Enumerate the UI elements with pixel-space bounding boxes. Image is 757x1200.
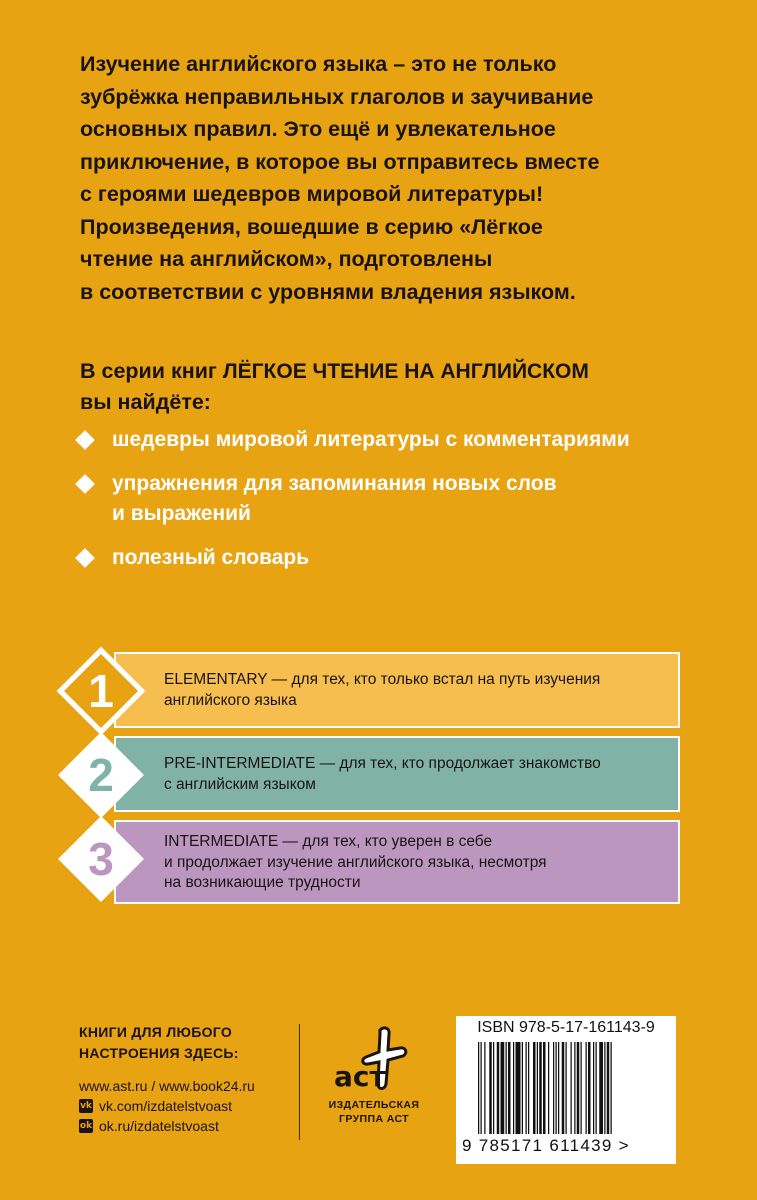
- series-heading: [80, 356, 720, 418]
- series-suffix: вы найдёте:: [80, 390, 211, 414]
- ok-link-text: ok.ru/izdatelstvoast: [99, 1118, 219, 1134]
- level-badge: [56, 814, 146, 904]
- intro-line: основных правил. Это ещё и увлекательное: [80, 117, 556, 141]
- diamond-number-icon: [56, 646, 146, 736]
- level-number: 1: [88, 665, 114, 717]
- level-badge: [56, 646, 146, 736]
- list-item: [76, 469, 726, 529]
- level-line: — для тех, кто только встал на путь изучения: [267, 671, 601, 688]
- publisher-caption-line: ГРУППА АСТ: [339, 1113, 409, 1125]
- list-item-line: упражнения для запоминания новых слов: [112, 472, 557, 495]
- logo-text: аст: [334, 1060, 386, 1093]
- vk-icon: vk: [80, 1101, 92, 1111]
- barcode-bars-icon: [478, 1042, 656, 1138]
- barcode-digits: 9 785171 611439 >: [462, 1136, 630, 1155]
- list-item: [76, 543, 726, 573]
- level-description: [164, 832, 660, 894]
- series-prefix: В серии книг: [80, 359, 223, 383]
- levels-list: [62, 652, 682, 904]
- level-number: 2: [88, 749, 114, 801]
- ok-link[interactable]: [79, 1116, 294, 1136]
- diamond-bullet-icon: [75, 430, 95, 450]
- level-line: — для тех, кто продолжает знакомство: [315, 755, 601, 772]
- vk-link[interactable]: [79, 1096, 294, 1116]
- divider: [299, 1024, 300, 1140]
- intro-line: чтение на английском», подготовлены: [80, 247, 493, 271]
- level-line: английского языка: [164, 691, 297, 709]
- intro-paragraph: [80, 48, 720, 308]
- diamond-number-icon: [56, 730, 146, 820]
- features-list: [76, 425, 726, 573]
- list-item-line: полезный словарь: [112, 546, 310, 569]
- level-number: 3: [88, 833, 114, 885]
- level-badge: [56, 730, 146, 820]
- list-item-line: шедевры мировой литературы с комментариями: [112, 428, 630, 451]
- level-line: — для тех, кто уверен в себе: [278, 833, 493, 850]
- list-item-line: и выражений: [112, 502, 251, 525]
- level-line: на возникающие трудности: [164, 874, 361, 891]
- sites-link[interactable]: www.ast.ru / www.book24.ru: [79, 1078, 255, 1094]
- vk-link-text: vk.com/izdatelstvoast: [99, 1098, 233, 1114]
- publisher-logo: [324, 1024, 424, 1126]
- level-name: INTERMEDIATE: [164, 833, 279, 850]
- diamond-bullet-icon: [75, 474, 95, 494]
- diamond-bullet-icon: [75, 548, 95, 568]
- level-name: PRE-INTERMEDIATE: [164, 755, 316, 772]
- level-name: ELEMENTARY: [164, 671, 268, 688]
- footer-title: КНИГИ ДЛЯ ЛЮБОГО: [79, 1024, 233, 1040]
- level-description: [164, 754, 660, 795]
- intro-line: с героями шедевров мировой литературы!: [80, 182, 544, 206]
- level-line: с английским языком: [164, 775, 316, 793]
- level-description: [164, 670, 660, 711]
- isbn-label: ISBN 978-5-17-161143-9: [477, 1019, 655, 1036]
- footer-links: [79, 1022, 294, 1136]
- intro-line: Изучение английского языка – это не только: [80, 52, 557, 76]
- publisher-caption-line: ИЗДАТЕЛЬСКАЯ: [328, 1099, 420, 1111]
- barcode: [456, 1016, 676, 1164]
- intro-line: Произведения, вошедшие в серию «Лёгкое: [80, 214, 543, 239]
- ok-icon: ok: [79, 1121, 93, 1131]
- level-row-1: [88, 652, 680, 728]
- intro-line: в соответствии с уровнями владения языком.: [80, 279, 576, 304]
- series-name: ЛЁГКОЕ ЧТЕНИЕ НА АНГЛИЙСКОМ: [222, 360, 589, 383]
- publisher-caption: [324, 1098, 424, 1126]
- intro-line: приключение, в которое вы отправитесь вместе: [80, 149, 600, 174]
- diamond-number-icon: [56, 814, 146, 904]
- list-item: [76, 425, 726, 455]
- level-row-3: [88, 820, 680, 904]
- level-row-2: [88, 736, 680, 812]
- footer-title: НАСТРОЕНИЯ ЗДЕСЬ:: [79, 1045, 239, 1061]
- intro-line: зубрёжка неправильных глаголов и заучивание: [80, 84, 594, 109]
- ast-logo-icon: [328, 1024, 420, 1096]
- level-line: и продолжает изучение английского языка, несмотря: [164, 853, 547, 871]
